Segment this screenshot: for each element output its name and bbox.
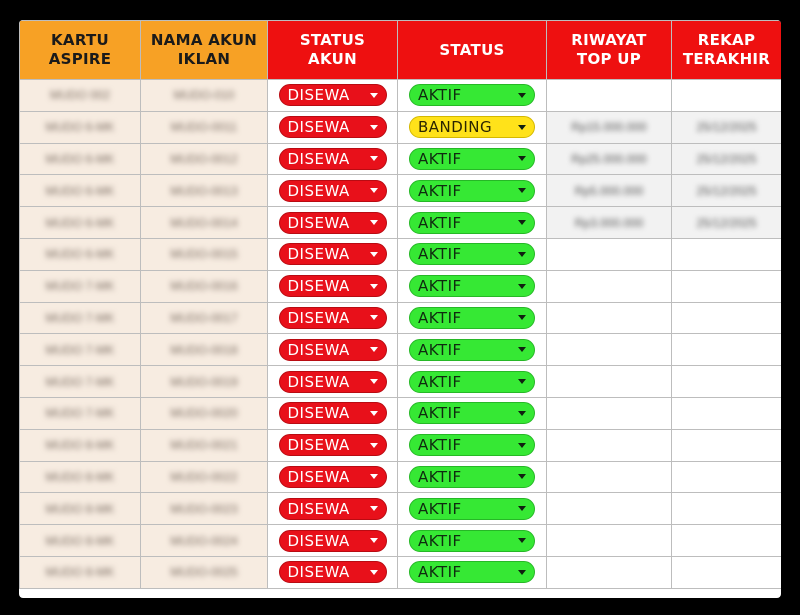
cell-status-akun (268, 143, 398, 175)
cell-status (398, 493, 547, 525)
caret-down-icon (370, 125, 378, 130)
cell-nama-akun-iklan[interactable] (141, 429, 268, 461)
status-dropdown[interactable] (409, 339, 535, 361)
cell-kartu-aspire[interactable] (20, 556, 141, 588)
status-akun-label: DISEWA (287, 181, 350, 200)
caret-down-icon (518, 347, 526, 352)
cell-riwayat-top-up[interactable] (547, 366, 672, 398)
caret-down-icon (518, 252, 526, 257)
header-status-akun[interactable]: STATUS AKUN (268, 21, 398, 80)
status-akun-label: DISEWA (287, 245, 350, 264)
header-riwayat-top-up[interactable]: RIWAYAT TOP UP (547, 21, 672, 80)
cell-nama-akun-iklan[interactable] (141, 334, 268, 366)
caret-down-icon (370, 411, 378, 416)
status-label: AKTIF (418, 86, 462, 105)
cell-kartu-aspire-text: MUDO 7-MK (45, 310, 115, 325)
cell-kartu-aspire-text: MUDO 8-MK (45, 565, 115, 580)
cell-nama-akun-iklan[interactable] (141, 366, 268, 398)
cell-status-akun (268, 461, 398, 493)
cell-kartu-aspire[interactable] (20, 525, 141, 557)
cell-rekap-terakhir-text: 25/12/2025 (696, 151, 757, 166)
cell-kartu-aspire-text: MUDO 7-MK (45, 279, 115, 294)
status-akun-label: DISEWA (287, 149, 350, 168)
cell-rekap-terakhir-text: 25/12/2025 (696, 120, 757, 135)
table-row (20, 80, 782, 112)
header-nama-akun-iklan[interactable]: NAMA AKUN IKLAN (141, 21, 268, 80)
cell-status (398, 461, 547, 493)
status-dropdown[interactable] (409, 561, 535, 583)
status-label: AKTIF (418, 181, 462, 200)
status-dropdown[interactable] (409, 148, 535, 170)
cell-rekap-terakhir[interactable] (672, 556, 782, 588)
cell-kartu-aspire-text: MUDO 8-MK (45, 533, 115, 548)
cell-kartu-aspire-text: MUDO 7-MK (45, 406, 115, 421)
status-akun-dropdown[interactable] (279, 275, 387, 297)
cell-nama-akun-iklan[interactable] (141, 175, 268, 207)
cell-riwayat-top-up[interactable] (547, 207, 672, 239)
status-label: AKTIF (418, 308, 462, 327)
cell-kartu-aspire[interactable] (20, 175, 141, 207)
caret-down-icon (370, 347, 378, 352)
cell-status-akun (268, 397, 398, 429)
caret-down-icon (518, 125, 526, 130)
status-label: AKTIF (418, 340, 462, 359)
status-dropdown[interactable] (409, 275, 535, 297)
cell-nama-akun-iklan-text: MUDO-0015 (170, 247, 238, 262)
cell-status-akun (268, 556, 398, 588)
cell-kartu-aspire[interactable] (20, 80, 141, 112)
table-row (20, 143, 782, 175)
table-row (20, 461, 782, 493)
cell-riwayat-top-up[interactable] (547, 302, 672, 334)
status-label: AKTIF (418, 563, 462, 582)
cell-status (398, 175, 547, 207)
status-akun-dropdown[interactable] (279, 339, 387, 361)
cell-kartu-aspire-text: MUDO 6-MK (45, 215, 115, 230)
status-label: AKTIF (418, 149, 462, 168)
status-akun-label: DISEWA (287, 118, 350, 137)
cell-nama-akun-iklan[interactable] (141, 80, 268, 112)
cell-status-akun (268, 238, 398, 270)
cell-nama-akun-iklan-text: MUDO-0018 (170, 342, 238, 357)
status-dropdown[interactable] (409, 243, 535, 265)
cell-status-akun (268, 525, 398, 557)
status-dropdown[interactable] (409, 212, 535, 234)
cell-rekap-terakhir-text: 25/12/2025 (696, 183, 757, 198)
status-dropdown[interactable] (409, 307, 535, 329)
status-label: AKTIF (418, 404, 462, 423)
status-akun-dropdown[interactable] (279, 498, 387, 520)
cell-nama-akun-iklan[interactable] (141, 270, 268, 302)
status-akun-dropdown[interactable] (279, 371, 387, 393)
cell-riwayat-top-up[interactable] (547, 334, 672, 366)
cell-status (398, 397, 547, 429)
caret-down-icon (370, 570, 378, 575)
cell-riwayat-top-up[interactable] (547, 270, 672, 302)
status-akun-label: DISEWA (287, 86, 350, 105)
caret-down-icon (518, 156, 526, 161)
cell-nama-akun-iklan-text: MUDO-010 (173, 88, 235, 103)
cell-status-akun (268, 207, 398, 239)
spreadsheet (19, 20, 781, 598)
caret-down-icon (370, 252, 378, 257)
status-label: AKTIF (418, 245, 462, 264)
status-dropdown[interactable] (409, 434, 535, 456)
cell-kartu-aspire-text: MUDO 8-MK (45, 469, 115, 484)
status-dropdown[interactable] (409, 180, 535, 202)
cell-status (398, 238, 547, 270)
cell-nama-akun-iklan[interactable] (141, 111, 268, 143)
cell-nama-akun-iklan-text: MUDO-0024 (170, 533, 238, 548)
status-dropdown[interactable] (409, 466, 535, 488)
cell-kartu-aspire[interactable] (20, 143, 141, 175)
cell-riwayat-top-up-text: Rp5.000.000 (574, 183, 644, 198)
cell-riwayat-top-up[interactable] (547, 111, 672, 143)
cell-rekap-terakhir[interactable] (672, 238, 782, 270)
status-label: AKTIF (418, 531, 462, 550)
status-dropdown[interactable] (409, 371, 535, 393)
status-akun-dropdown[interactable] (279, 180, 387, 202)
cell-status (398, 302, 547, 334)
cell-riwayat-top-up[interactable] (547, 238, 672, 270)
cell-kartu-aspire-text: MUDO 002 (49, 88, 111, 103)
status-label: AKTIF (418, 277, 462, 296)
cell-rekap-terakhir[interactable] (672, 366, 782, 398)
cell-nama-akun-iklan-text: MUDO-0014 (170, 215, 238, 230)
status-akun-label: DISEWA (287, 404, 350, 423)
cell-kartu-aspire-text: MUDO 8-MK (45, 501, 115, 516)
status-akun-dropdown[interactable] (279, 561, 387, 583)
cell-rekap-terakhir[interactable] (672, 334, 782, 366)
cell-status (398, 334, 547, 366)
accounts-table (19, 20, 781, 589)
cell-kartu-aspire-text: MUDO 7-MK (45, 342, 115, 357)
caret-down-icon (518, 570, 526, 575)
cell-nama-akun-iklan[interactable] (141, 238, 268, 270)
table-row (20, 270, 782, 302)
cell-kartu-aspire[interactable] (20, 302, 141, 334)
cell-riwayat-top-up[interactable] (547, 556, 672, 588)
table-row (20, 175, 782, 207)
cell-kartu-aspire[interactable] (20, 493, 141, 525)
cell-status (398, 270, 547, 302)
status-label: AKTIF (418, 372, 462, 391)
caret-down-icon (370, 506, 378, 511)
cell-nama-akun-iklan[interactable] (141, 525, 268, 557)
status-akun-label: DISEWA (287, 499, 350, 518)
cell-status-akun (268, 493, 398, 525)
cell-riwayat-top-up-text: Rp25.000.000 (571, 151, 647, 166)
cell-kartu-aspire[interactable] (20, 461, 141, 493)
status-label: AKTIF (418, 213, 462, 232)
cell-nama-akun-iklan[interactable] (141, 397, 268, 429)
cell-riwayat-top-up[interactable] (547, 397, 672, 429)
cell-kartu-aspire[interactable] (20, 238, 141, 270)
cell-nama-akun-iklan[interactable] (141, 302, 268, 334)
cell-rekap-terakhir[interactable] (672, 143, 782, 175)
cell-status (398, 80, 547, 112)
cell-riwayat-top-up-text: Rp3.000.000 (574, 215, 644, 230)
caret-down-icon (518, 379, 526, 384)
status-akun-label: DISEWA (287, 563, 350, 582)
caret-down-icon (370, 315, 378, 320)
caret-down-icon (518, 188, 526, 193)
status-akun-label: DISEWA (287, 467, 350, 486)
caret-down-icon (518, 443, 526, 448)
status-akun-dropdown[interactable] (279, 148, 387, 170)
cell-status (398, 143, 547, 175)
cell-kartu-aspire-text: MUDO 6-MK (45, 247, 115, 262)
caret-down-icon (518, 411, 526, 416)
table-row (20, 397, 782, 429)
cell-rekap-terakhir[interactable] (672, 175, 782, 207)
header-row (20, 21, 782, 80)
cell-nama-akun-iklan-text: MUDO-0019 (170, 374, 238, 389)
cell-nama-akun-iklan-text: MUDO-0021 (170, 438, 238, 453)
cell-status-akun (268, 366, 398, 398)
status-akun-dropdown[interactable] (279, 530, 387, 552)
status-akun-label: DISEWA (287, 531, 350, 550)
cell-kartu-aspire[interactable] (20, 366, 141, 398)
cell-kartu-aspire-text: MUDO 8-MK (45, 438, 115, 453)
caret-down-icon (370, 220, 378, 225)
cell-kartu-aspire[interactable] (20, 429, 141, 461)
cell-status (398, 556, 547, 588)
status-akun-dropdown[interactable] (279, 116, 387, 138)
cell-status-akun (268, 302, 398, 334)
caret-down-icon (370, 188, 378, 193)
cell-status-akun (268, 429, 398, 461)
status-label: AKTIF (418, 467, 462, 486)
table-row (20, 366, 782, 398)
status-dropdown[interactable] (409, 116, 535, 138)
caret-down-icon (518, 315, 526, 320)
caret-down-icon (518, 538, 526, 543)
status-akun-label: DISEWA (287, 340, 350, 359)
status-akun-dropdown[interactable] (279, 402, 387, 424)
table-row (20, 111, 782, 143)
cell-kartu-aspire[interactable] (20, 334, 141, 366)
cell-status-akun (268, 334, 398, 366)
caret-down-icon (518, 474, 526, 479)
table-row (20, 525, 782, 557)
status-dropdown[interactable] (409, 84, 535, 106)
cell-status (398, 111, 547, 143)
cell-kartu-aspire-text: MUDO 7-MK (45, 374, 115, 389)
caret-down-icon (370, 156, 378, 161)
cell-rekap-terakhir[interactable] (672, 302, 782, 334)
cell-rekap-terakhir[interactable] (672, 461, 782, 493)
cell-nama-akun-iklan-text: MUDO-0023 (170, 501, 238, 516)
table-row (20, 238, 782, 270)
status-label: AKTIF (418, 499, 462, 518)
cell-kartu-aspire[interactable] (20, 397, 141, 429)
cell-rekap-terakhir[interactable] (672, 397, 782, 429)
table-row (20, 302, 782, 334)
status-akun-label: DISEWA (287, 308, 350, 327)
cell-nama-akun-iklan[interactable] (141, 461, 268, 493)
cell-riwayat-top-up[interactable] (547, 525, 672, 557)
cell-status-akun (268, 270, 398, 302)
table-row (20, 429, 782, 461)
cell-nama-akun-iklan-text: MUDO-0016 (170, 279, 238, 294)
cell-kartu-aspire-text: MUDO 6-MK (45, 183, 115, 198)
status-dropdown[interactable] (409, 498, 535, 520)
cell-rekap-terakhir[interactable] (672, 525, 782, 557)
cell-kartu-aspire[interactable] (20, 270, 141, 302)
cell-status (398, 429, 547, 461)
table-row (20, 207, 782, 239)
cell-kartu-aspire-text: MUDO 6-MK (45, 151, 115, 166)
caret-down-icon (370, 379, 378, 384)
status-akun-dropdown[interactable] (279, 243, 387, 265)
table-body (20, 80, 782, 589)
caret-down-icon (370, 474, 378, 479)
cell-nama-akun-iklan-text: MUDO-0025 (170, 565, 238, 580)
cell-nama-akun-iklan-text: MUDO-0020 (170, 406, 238, 421)
status-label: BANDING (418, 118, 493, 137)
status-akun-dropdown[interactable] (279, 307, 387, 329)
cell-rekap-terakhir[interactable] (672, 270, 782, 302)
table-row (20, 334, 782, 366)
status-akun-label: DISEWA (287, 277, 350, 296)
cell-rekap-terakhir-text: 25/12/2025 (696, 215, 757, 230)
cell-rekap-terakhir[interactable] (672, 429, 782, 461)
caret-down-icon (370, 93, 378, 98)
status-akun-dropdown[interactable] (279, 466, 387, 488)
cell-rekap-terakhir[interactable] (672, 80, 782, 112)
cell-riwayat-top-up[interactable] (547, 493, 672, 525)
cell-riwayat-top-up[interactable] (547, 143, 672, 175)
cell-nama-akun-iklan-text: MUDO-0011 (170, 120, 238, 135)
cell-status-akun (268, 175, 398, 207)
cell-status-akun (268, 111, 398, 143)
header-kartu-aspire[interactable]: KARTU ASPIRE (20, 21, 141, 80)
cell-rekap-terakhir[interactable] (672, 493, 782, 525)
status-akun-dropdown[interactable] (279, 84, 387, 106)
cell-status (398, 366, 547, 398)
status-akun-label: DISEWA (287, 213, 350, 232)
status-dropdown[interactable] (409, 530, 535, 552)
cell-riwayat-top-up-text: Rp15.000.000 (571, 120, 647, 135)
header-status[interactable]: STATUS (398, 21, 547, 80)
cell-nama-akun-iklan[interactable] (141, 143, 268, 175)
caret-down-icon (370, 538, 378, 543)
cell-riwayat-top-up[interactable] (547, 175, 672, 207)
status-dropdown[interactable] (409, 402, 535, 424)
cell-nama-akun-iklan-text: MUDO-0022 (170, 469, 238, 484)
status-akun-label: DISEWA (287, 372, 350, 391)
cell-status (398, 525, 547, 557)
caret-down-icon (370, 443, 378, 448)
cell-rekap-terakhir[interactable] (672, 111, 782, 143)
cell-nama-akun-iklan-text: MUDO-0013 (170, 183, 238, 198)
cell-kartu-aspire[interactable] (20, 111, 141, 143)
cell-rekap-terakhir[interactable] (672, 207, 782, 239)
status-akun-dropdown[interactable] (279, 212, 387, 234)
cell-kartu-aspire[interactable] (20, 207, 141, 239)
status-label: AKTIF (418, 436, 462, 455)
cell-riwayat-top-up[interactable] (547, 80, 672, 112)
cell-nama-akun-iklan-text: MUDO-0017 (170, 310, 238, 325)
cell-status-akun (268, 80, 398, 112)
cell-kartu-aspire-text: MUDO 6-MK (45, 120, 115, 135)
caret-down-icon (370, 284, 378, 289)
caret-down-icon (518, 284, 526, 289)
cell-riwayat-top-up[interactable] (547, 461, 672, 493)
cell-nama-akun-iklan-text: MUDO-0012 (170, 151, 238, 166)
table-row (20, 556, 782, 588)
status-akun-dropdown[interactable] (279, 434, 387, 456)
cell-riwayat-top-up[interactable] (547, 429, 672, 461)
cell-nama-akun-iklan[interactable] (141, 556, 268, 588)
status-akun-label: DISEWA (287, 436, 350, 455)
cell-nama-akun-iklan[interactable] (141, 493, 268, 525)
cell-nama-akun-iklan[interactable] (141, 207, 268, 239)
header-rekap-terakhir[interactable]: REKAP TERAKHIR (672, 21, 782, 80)
caret-down-icon (518, 506, 526, 511)
caret-down-icon (518, 220, 526, 225)
caret-down-icon (518, 93, 526, 98)
cell-status (398, 207, 547, 239)
table-row (20, 493, 782, 525)
